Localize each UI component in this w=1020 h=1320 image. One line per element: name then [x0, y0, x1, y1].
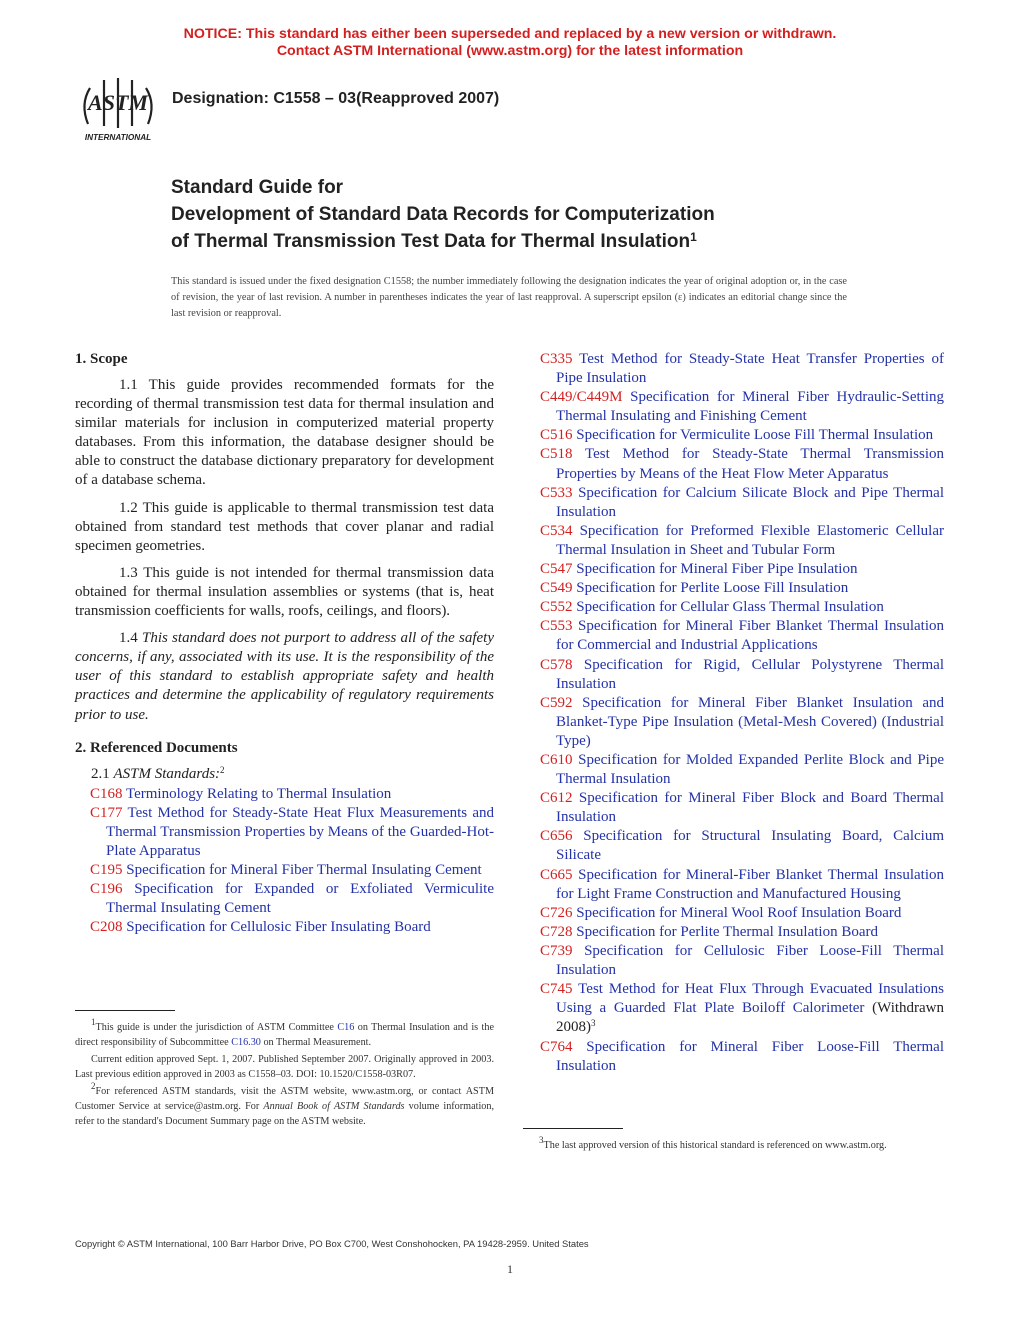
footnotes-right [523, 1135, 943, 1155]
withdrawn-note: (Withdrawn 2008) [556, 1000, 945, 1036]
scope-paragraph-1-2: 1.2 This guide is applicable to thermal transmission test data obtained from standard test methods that cover planar and radial specimen geometries. [75, 499, 494, 554]
footnote-1-edition: Current edition approved Sept. 1, 2007. Published September 2007. Originally approved in 2003. Last previous edition approved in 2003 as C1558–03. DOI: 10.1520/C1558-03R07. [75, 1054, 494, 1080]
footnote-divider-right [523, 1128, 623, 1129]
reference-item[interactable]: C177 Test Method for Steady-State Heat Flux Measurements and Thermal Transmission Properties by Means of the Guarded-Hot-Plate Apparatus [90, 804, 495, 859]
reference-item[interactable]: C168 Terminology Relating to Thermal Insulation [90, 785, 392, 802]
copyright-notice: Copyright © ASTM International, 100 Barr Harbor Drive, PO Box C700, West Conshohocken, PA 19428-2959. United States [75, 1238, 589, 1249]
reference-item[interactable]: C592 Specification for Mineral Fiber Blanket Insulation and Blanket-Type Pipe Insulation (Metal-Mesh Covered) (Industrial Type) [540, 694, 944, 749]
title-line-1: Standard Guide for [171, 177, 344, 198]
astm-standards-label: 2.1 ASTM Standards:$^2$ [91, 764, 225, 782]
reference-item[interactable]: C195 Specification for Mineral Fiber Thermal Insulating Cement [90, 862, 482, 879]
scope-paragraph-1-1: 1.1 This guide provides recommended formats for the recording of thermal transmission test data for thermal insulation and similar materials for inclusion in computerized material property databases. From this information, the database designer should be able to construct the database dictionary preparatory for development of a database schema. [75, 377, 495, 489]
reference-item[interactable]: C335 Test Method for Steady-State Heat Transfer Properties of Pipe Insulation [540, 351, 944, 387]
reference-item[interactable]: C547 Specification for Mineral Fiber Pipe Insulation [540, 561, 858, 578]
logo-letters: ASTM [88, 90, 148, 115]
left-column [75, 350, 494, 937]
reference-item[interactable]: C516 Specification for Vermiculite Loose Fill Thermal Insulation [540, 427, 934, 444]
reference-item[interactable]: C739 Specification for Cellulosic Fiber Loose-Fill Thermal Insulation [540, 942, 945, 978]
scope-heading: 1. Scope [75, 351, 128, 367]
reference-item[interactable]: C612 Specification for Mineral Fiber Block and Board Thermal Insulation [540, 790, 945, 826]
reference-item[interactable]: C578 Specification for Rigid, Cellular Polystyrene Thermal Insulation [540, 656, 945, 692]
document-title [171, 174, 891, 257]
right-column [540, 350, 944, 1077]
logo-caption: INTERNATIONAL [84, 133, 152, 142]
footnote-3: $^3$The last approved version of this historical standard is referenced on www.astm.org. [539, 1135, 887, 1151]
reference-item[interactable]: C745 Test Method for Heat Flux Through Evacuated Insulations Using a Guarded Flat Plate Boiloff Calorimeter (Withdrawn 2008)$^3$ [540, 981, 945, 1036]
notice-line-2: Contact ASTM International (www.astm.org) for the latest information [276, 43, 744, 59]
reference-item[interactable]: C553 Specification for Mineral Fiber Blanket Thermal Insulation for Commercial and Industrial Applications [540, 618, 945, 654]
scope-paragraph-1-3: 1.3 This guide is not intended for thermal transmission data obtained for thermal insulation assemblies or systems (that is, heat transmission coefficients for walls, roofs, ceilings, and floors). [75, 564, 495, 620]
astm-logo-icon [74, 74, 162, 144]
scope-paragraph-1-4: 1.4 This standard does not purport to address all of the safety concerns, if any, associated with its use. It is the responsibility of the user of this standard to establish appropriate safety and health practices and determine the applicability of regulatory requirements prior to use. [75, 630, 495, 723]
reference-item[interactable]: C764 Specification for Mineral Fiber Loose-Fill Thermal Insulation [540, 1039, 944, 1075]
page-number: 1 [507, 1262, 513, 1276]
title-footnote-mark: 1 [690, 230, 697, 244]
footnote-1: $^1$This guide is under the jurisdiction of ASTM Committee C16 on Thermal Insulation and is the direct responsibility of Subcommittee C16.30 on Thermal Measurement. [75, 1017, 495, 1048]
references-heading: 2. Referenced Documents [75, 739, 238, 756]
footnote-divider-left [75, 1010, 175, 1011]
committee-link[interactable]: C16 [337, 1022, 355, 1033]
reference-item[interactable]: C534 Specification for Preformed Flexible Elastomeric Cellular Thermal Insulation in Sheet and Tubular Form [540, 522, 945, 558]
reference-item[interactable]: C656 Specification for Structural Insulating Board, Calcium Silicate [540, 828, 944, 864]
footnote-2: $^2$For referenced ASTM standards, visit the ASTM website, www.astm.org, or contact ASTM Customer Service at service@astm.org. For Annual Book of ASTM Standards volume information, refer to the standard's Document Summary page on the ASTM website. [75, 1081, 495, 1127]
reference-item[interactable]: C533 Specification for Calcium Silicate Block and Pipe Thermal Insulation [540, 484, 944, 520]
reference-item[interactable]: C449/C449M Specification for Mineral Fiber Hydraulic-Setting Thermal Insulating and Finishing Cement [540, 389, 945, 425]
subcommittee-link[interactable]: C16.30 [231, 1037, 261, 1048]
footnotes-left [75, 1017, 495, 1131]
issuance-statement: This standard is issued under the fixed designation C1558; the number immediately following the designation indicates the year of original adoption or, in the case of revision, the year of last revision. A number in parentheses indicates the year of last reapproval. A superscript epsilon (ε) indicates an editorial change since the last revision or reapproval. [171, 276, 847, 319]
notice-banner [0, 26, 1020, 60]
reference-item[interactable]: C552 Specification for Cellular Glass Thermal Insulation [540, 599, 884, 616]
title-line-3: of Thermal Transmission Test Data for Thermal Insulation$^1$ [171, 230, 697, 252]
designation: Designation: C1558 – 03(Reapproved 2007) [172, 90, 500, 107]
reference-item[interactable]: C518 Test Method for Steady-State Thermal Transmission Properties by Means of the Heat Flow Meter Apparatus [540, 446, 944, 482]
reference-item[interactable]: C610 Specification for Molded Expanded Perlite Block and Pipe Thermal Insulation [540, 751, 944, 788]
reference-item[interactable]: C196 Specification for Expanded or Exfoliated Vermiculite Thermal Insulating Cement [90, 881, 494, 917]
notice-line-1: NOTICE: This standard has either been superseded and replaced by a new version or withdrawn. [183, 26, 837, 42]
reference-item[interactable]: C665 Specification for Mineral-Fiber Blanket Thermal Insulation for Light Frame Construction and Manufactured Housing [540, 866, 944, 902]
reference-item[interactable]: C728 Specification for Perlite Thermal Insulation Board [540, 923, 878, 940]
left-reference-list [75, 785, 494, 938]
reference-item[interactable]: C726 Specification for Mineral Wool Roof Insulation Board [540, 904, 902, 921]
title-line-2: Development of Standard Data Records for Computerization [171, 204, 715, 225]
reference-item[interactable]: C549 Specification for Perlite Loose Fill Insulation [540, 580, 849, 597]
reference-item[interactable]: C208 Specification for Cellulosic Fiber Insulating Board [90, 919, 431, 936]
